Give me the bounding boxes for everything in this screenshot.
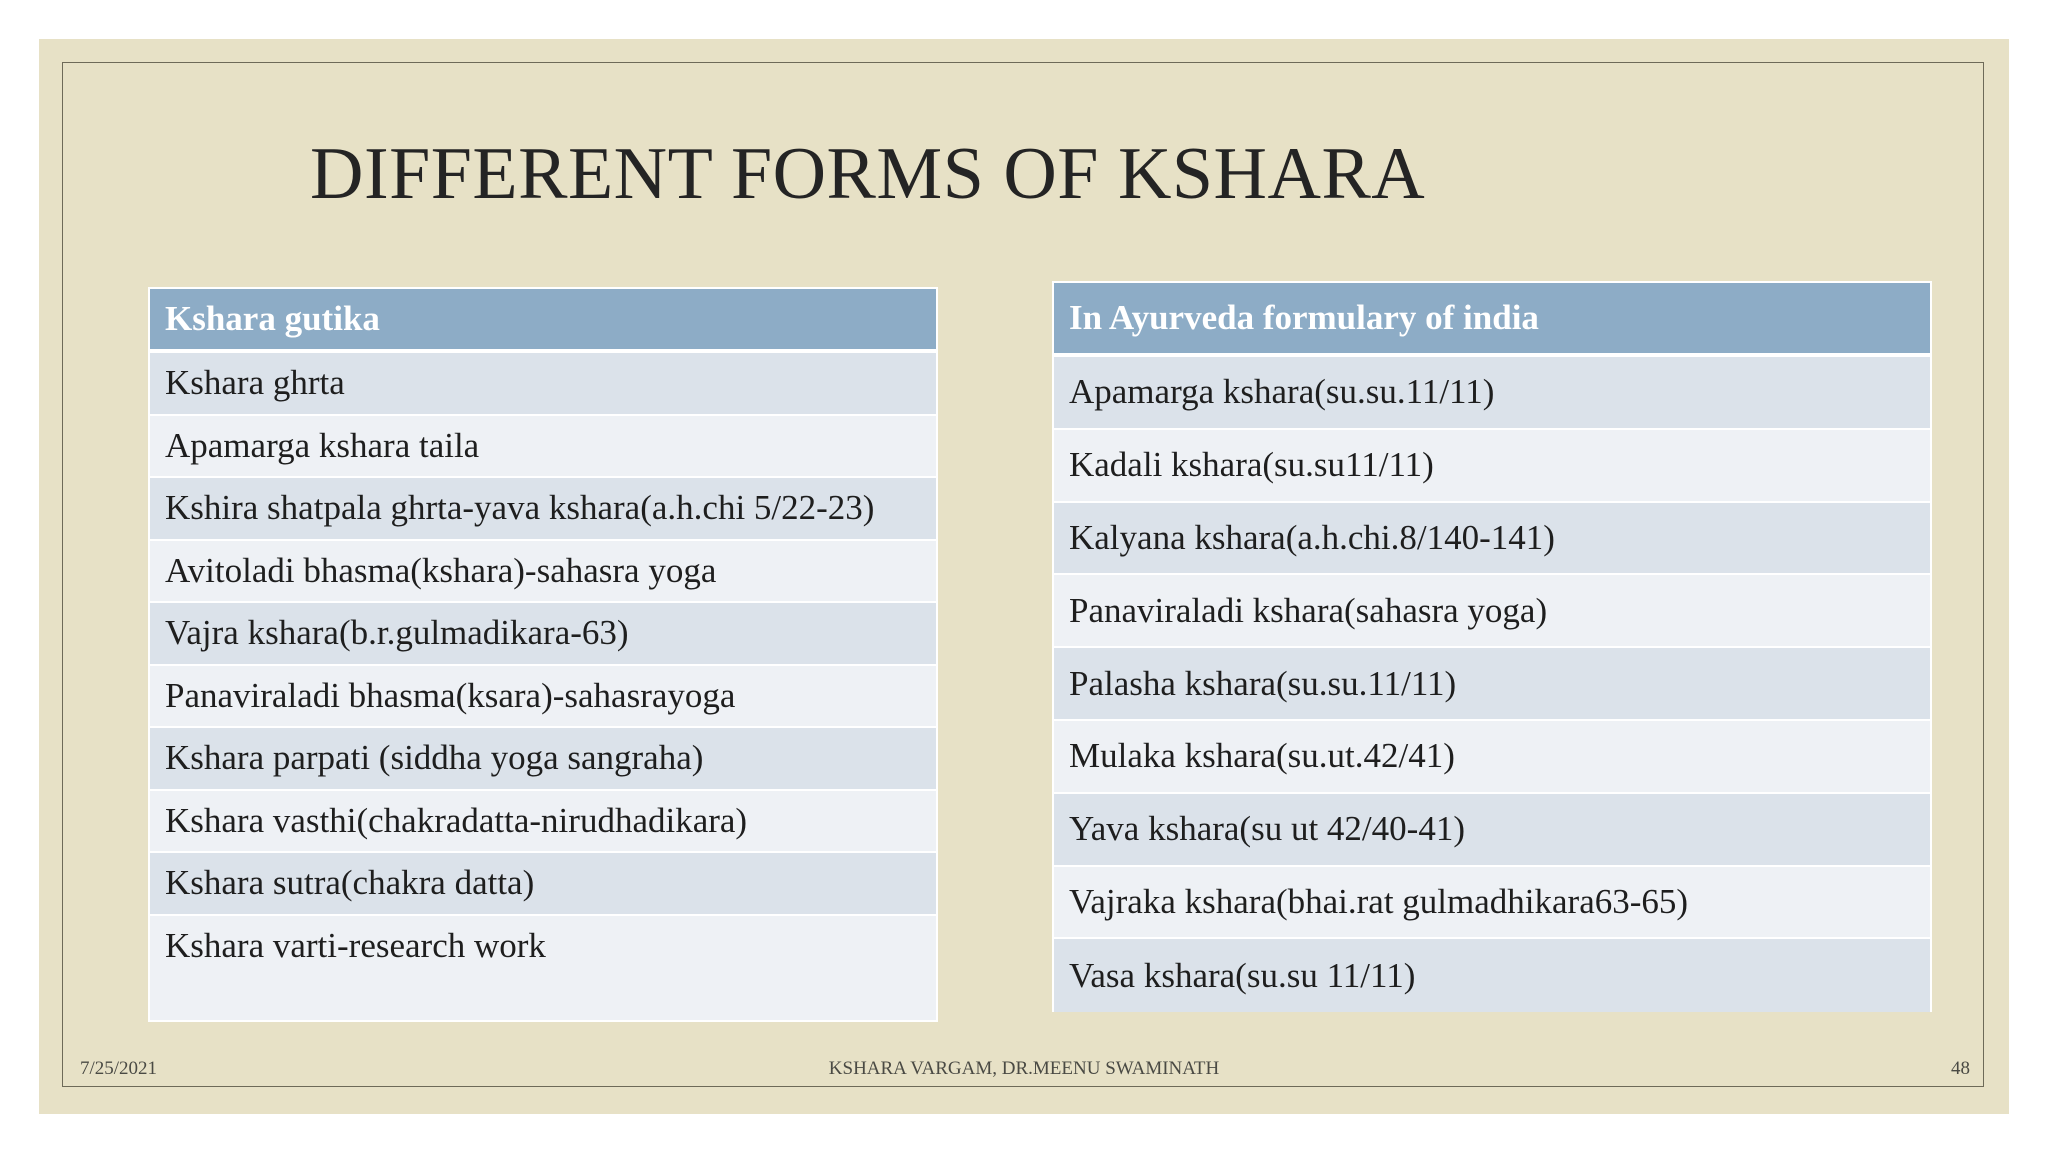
table-row: Kshara varti-research work — [150, 916, 936, 1021]
slide-title: DIFFERENT FORMS OF KSHARA — [310, 133, 1426, 215]
slide-number: 48 — [1951, 1058, 1970, 1079]
table-row: Kshara vasthi(chakradatta-nirudhadikara) — [150, 791, 936, 854]
table-row: Kshara parpati (siddha yoga sangraha) — [150, 728, 936, 791]
ayurveda-formulary-table — [1052, 281, 1932, 1012]
table-row: Kshara sutra(chakra datta) — [150, 853, 936, 916]
table-header: Kshara gutika — [150, 289, 936, 353]
table-row: Yava kshara(su ut 42/40-41) — [1054, 794, 1930, 867]
table-row: Panaviraladi bhasma(ksara)-sahasrayoga — [150, 666, 936, 729]
table-row: Kalyana kshara(a.h.chi.8/140-141) — [1054, 503, 1930, 576]
footer-title: KSHARA VARGAM, DR.MEENU SWAMINATH — [828, 1058, 1220, 1079]
footer-date: 7/25/2021 — [80, 1058, 158, 1079]
table-row: Kshara ghrta — [150, 353, 936, 416]
table-row: Kshira shatpala ghrta-yava kshara(a.h.chi 5/22-23) — [150, 478, 936, 541]
table-row: Avitoladi bhasma(kshara)-sahasra yoga — [150, 541, 936, 604]
table-row: Apamarga kshara(su.su.11/11) — [1054, 357, 1930, 430]
table-row: Vajra kshara(b.r.gulmadikara-63) — [150, 603, 936, 666]
table-row: Kadali kshara(su.su11/11) — [1054, 430, 1930, 503]
table-body — [150, 353, 936, 1020]
table-row: Palasha kshara(su.su.11/11) — [1054, 648, 1930, 721]
table-row: Mulaka kshara(su.ut.42/41) — [1054, 721, 1930, 794]
table-row: Vasa kshara(su.su 11/11) — [1054, 939, 1930, 1012]
table-row: Panaviraladi kshara(sahasra yoga) — [1054, 575, 1930, 648]
table-row: Vajraka kshara(bhai.rat gulmadhikara63-65) — [1054, 867, 1930, 940]
table-row: Apamarga kshara taila — [150, 416, 936, 479]
kshara-gutika-table — [148, 287, 938, 1022]
table-header: In Ayurveda formulary of india — [1054, 283, 1930, 357]
